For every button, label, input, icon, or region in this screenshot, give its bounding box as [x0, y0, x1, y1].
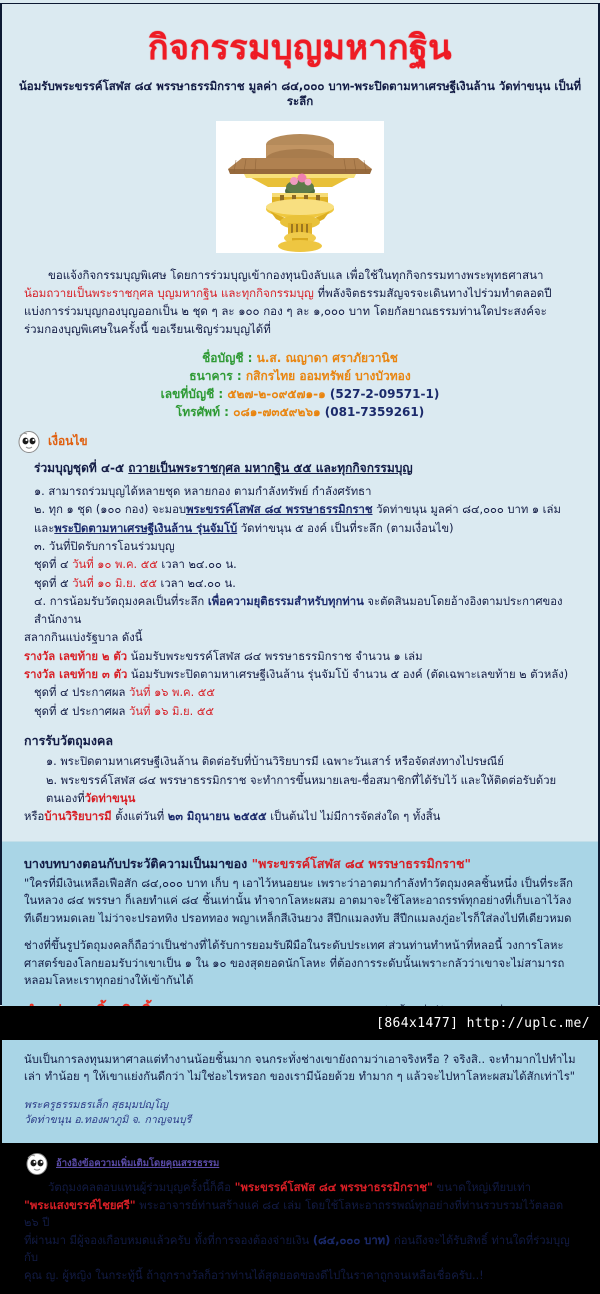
condition-item-2-product-1: พระขรรค์โสฬส ๘๔ พรรษาธรรมิกราช — [186, 503, 373, 517]
emoticon-face-icon — [16, 429, 42, 455]
account-phone-row — [2, 403, 598, 421]
receive-temple-2: บ้านวิริยบารมี — [44, 810, 112, 824]
account-number-thai: ๕๒๗-๒-๐๙๕๗๑-๑ — [227, 386, 326, 401]
emoticon-face-icon — [24, 1151, 50, 1177]
intro-line-2-rest: ที่พลังจิตธรรมสัญจรจะเดินทางไปร่วมทำตลอดปี — [313, 286, 552, 301]
account-name-label: ชื่อบัญชี : — [202, 350, 253, 365]
prize-1-label: รางวัล เลขท้าย ๒ ตัว — [24, 649, 128, 663]
signature-name: พระครูธรรมธรเล็ก สุธมฺมปญฺโญ — [24, 1098, 169, 1111]
story-title-prefix: บางบทบางตอนกับประวัติความเป็นมาของ — [24, 855, 252, 871]
receive-item-1-text: พระปิดตามหาเศรษฐีเงินล้าน ติดต่อรับที่บ้านวิริยบารมี เฉพาะวันเสาร์ หรือจัดส่งทางไปรษณีย์ — [60, 755, 504, 769]
account-phone-label: โทรศัพท์ : — [175, 404, 229, 419]
account-bank-label: ธนาคาร : — [189, 368, 242, 383]
bank-account-block — [2, 349, 598, 421]
footnote-reference-link[interactable]: อ้างอิงข้อความเพิ่มเติมโดยคุณสรรธรรม — [56, 1157, 220, 1169]
footnote-comparison-name: "พระแสงขรรค์ไชยศรี" — [24, 1198, 136, 1212]
account-bank-row — [2, 367, 598, 385]
receive-item-2-text-c: หรือ — [24, 810, 45, 824]
footnote-line-3-a: ที่ผ่านมา มีผู้จองเกือบหมดแล้วครับ ทั้งที่การจองต้องจ่ายเงิน — [24, 1233, 313, 1247]
footnote-block — [2, 1143, 598, 1294]
offering-photo — [216, 121, 384, 253]
condition-item-1 — [34, 483, 576, 501]
condition-item-3-sub-1 — [34, 556, 576, 574]
set5-deadline-date: วันที่ ๑๐ มิ.ย. ๕๕ — [72, 576, 157, 590]
footnote-line-1 — [24, 1179, 576, 1197]
announce-1-label: ชุดที่ ๔ ประกาศผล — [34, 686, 129, 700]
signature-temple: วัดท่าขนุน อ.ทองผาภูมิ จ. กาญจนบุรี — [24, 1114, 192, 1127]
conditions-heading-underline: ถวายเป็นพระราชกุศล มหากฐิน ๕๕ และทุกกิจกรรมบุญ — [128, 460, 413, 475]
watermark-footer — [0, 1006, 600, 1040]
conditions-heading — [34, 459, 576, 478]
account-bank-value: กสิกรไทย ออมทรัพย์ บางบัวทอง — [245, 368, 411, 383]
set4-deadline-date: วันที่ ๑๐ พ.ค. ๕๕ — [72, 558, 158, 572]
footnote-ref-row — [24, 1151, 576, 1177]
announce-row-2 — [34, 703, 576, 721]
condition-item-2-text-c: วัดท่าขนุน มูลค่า ๘๔,๐๐๐ บาท ๑ เล่ม — [372, 503, 561, 517]
intro-paragraph — [2, 267, 598, 338]
account-name-value: น.ส. ณญาดา ศราภัยวานิช — [256, 350, 398, 365]
intro-line-3: แบ่งการร่วมบุญกองบุญออกเป็น ๒ ชุด ๆ ละ ๑๐๐ กอง ๆ ละ ๑,๐๐๐ บาท โดยกัลยาณธรรมท่านใดประสงค์จะ — [24, 303, 547, 318]
prize-2-text: น้อมรับพระปิดตามหาเศรษฐีเงินล้าน รุ่นจัมโบ้ จำนวน ๕ องค์ (ตัดเฉพาะเลขท้าย ๒ ตัวหลัง) — [127, 668, 569, 682]
intro-line-2-highlight: น้อมถวายเป็นพระราชกุศล บุญมหากฐิน และทุกกิจกรรมบุญ — [24, 286, 314, 301]
prize-2-label: รางวัล เลขท้าย ๓ ตัว — [24, 668, 128, 682]
intro-line-4: ร่วมกองบุญพิเศษในครั้งนี้ ขอเรียนเชิญร่วมบุญได้ที่ — [24, 321, 271, 336]
conditions-label: เงื่อนไข — [48, 434, 88, 449]
footnote-line-2-rest: พระอาจารย์ท่านสร้างแค่ ๘๔ เล่ม โดยใช้โลหะอาถรรพณ์ทุกอย่างที่ท่านรวบรวมไว้ตลอด ๒๖ ปี — [24, 1198, 564, 1230]
intro-line-1: ขอแจ้งกิจกรรมบุญพิเศษ โดยการร่วมบุญเข้ากองทุนบิงลับแล เพื่อใช้ในทุกกิจกรรมทางพระพุทธศาสนา — [48, 268, 544, 283]
set5-deadline-time: เวลา ๒๔.๐๐ น. — [156, 576, 236, 590]
set4-deadline-time: เวลา ๒๔.๐๐ น. — [157, 558, 237, 572]
story-title-quote: "พระขรรค์โสฬส ๘๔ พรรษาธรรมิกราช" — [251, 855, 471, 871]
footnote-line-1-b: ขนาดใหญ่เทียบเท่า — [432, 1181, 531, 1195]
signature-block — [24, 1098, 576, 1130]
announce-2-date: วันที่ ๑๖ มิ.ย. ๕๕ — [128, 704, 214, 718]
receive-item-2-cont — [24, 808, 576, 826]
condition-item-3-text: วันที่ปิดรับการโอนร่วมบุญ — [48, 540, 175, 553]
receive-item-2-num: ๒. — [46, 773, 58, 787]
receive-start-date: ๒๓ มิถุนายน ๒๕๕๕ — [167, 810, 267, 824]
receive-list — [24, 753, 576, 826]
condition-item-2-text-d: และ — [34, 521, 55, 535]
page-title: กิจกรรมบุญมหากฐิน — [147, 28, 453, 68]
story-title — [24, 854, 576, 873]
prize-row-2 — [24, 666, 576, 684]
receive-item-2-text-g: เป็นต้นไป ไม่มีการจัดส่งใด ๆ ทั้งสิ้น — [266, 810, 441, 824]
footnote-line-4: คุณ ญ. ผู้หญิง ในกระทู้นี้ ถ้าถูกรางวัลก็อว่าท่านได้สุดยอดของดีไปในราคาถูกจนเหลือเชื่อครับ..! — [24, 1268, 484, 1282]
condition-item-4-text-c: จะตัดสินมอบโดยอ้างอิงตามประกาศของสำนักงาน — [34, 594, 563, 627]
condition-item-2-num: ๒. — [34, 503, 46, 517]
prize-1-text: น้อมรับพระขรรค์โสฬส ๘๔ พรรษาธรรมิกราช จำนวน ๑ เล่ม — [127, 649, 423, 663]
announce-row-1 — [34, 684, 576, 702]
story-paragraph-4: นับเป็นการลงทุนมหาศาลแต่ทำงานน้อยชิ้นมาก จนกระทั่งช่างเขายังถามว่าเอาจริงหรือ ? จริงสิ.. จะทำมากไปทำไมเล่า ทำน้อย ๆ ให้เขาแย่งกันดีกว่า ไม่ใช่อะไรหรอก ของเรามีน้อยด้วย ทำมาก ๆ แล้วจะไปหาโลหะผสมได้สักเท่าไร" — [24, 1052, 576, 1084]
account-name-row — [2, 349, 598, 367]
footnote-line-3 — [24, 1232, 576, 1267]
receive-item-2-text-e: ตั้งแต่วันที่ — [111, 810, 168, 824]
condition-item-4-emph: เพื่อความยุติธรรมสำหรับทุกท่าน — [207, 594, 364, 608]
condition-item-2-text-a: ทุก ๑ ชุด (๑๐๐ กอง) จะมอบ — [48, 503, 187, 517]
account-number-row — [2, 385, 598, 403]
story-paragraph-1: "ใครที่มีเงินเหลือเฟือสัก ๘๔,๐๐๐ บาท เก็บ ๆ เอาไว้หนอยนะ เพราะว่าอาตมากำลังทำวัตถุมงคลชิ้นหนึ่ง เป็นที่ระลึกในหลวง ๘๔ พรรษา ก็เลยทำแค่ ๘๔ ชิ้นเท่านั้น ทำจากโลหะผสม อาตมาจะใช้โลหะอาถรรพ์ทุกอย่างที่เก็บเอาไว้ลงทีเดียวหมดเลย ไม่ว่าจะปรอททิง ปรอททอง พญาเหล็กสีเงินยวง สีปีกแมลงทับ สีปีกแมลงภู่อะไรก็ใส่ลงไปทีเดียวหมด — [24, 876, 573, 925]
condition-item-2 — [34, 501, 576, 519]
account-number-arabic: (527-2-09571-1) — [329, 386, 440, 401]
announce-1-date: วันที่ ๑๖ พ.ค. ๕๕ — [128, 686, 215, 700]
conditions-header — [16, 429, 598, 455]
receive-heading: การรับวัตถุมงคล — [24, 732, 114, 748]
story-band — [2, 841, 598, 1144]
conditions-heading-prefix: ร่วมบุญชุดที่ ๔-๕ — [34, 460, 129, 475]
condition-item-3-num: ๓. — [34, 540, 46, 553]
set4-deadline-label: ชุดที่ ๔ — [34, 558, 73, 572]
condition-item-3 — [34, 538, 576, 556]
condition-item-4 — [34, 593, 576, 630]
footnote-line-2 — [24, 1197, 576, 1232]
account-phone-thai: ๐๘๑-๗๓๕๙๒๖๑ — [233, 404, 321, 419]
receive-item-2 — [46, 772, 576, 809]
condition-item-4-cont: สลากกินแบ่งรัฐบาล ดังนี้ — [24, 631, 143, 645]
condition-item-2-product-2: พระปิดตามหาเศรษฐีเงินล้าน รุ่นจัมโบ้ — [54, 521, 238, 535]
set5-deadline-label: ชุดที่ ๕ — [34, 576, 73, 590]
condition-item-4-num: ๔. — [34, 594, 47, 608]
footnote-line-1-a: วัตถุมงคลตอบแทนผู้ร่วมบุญครั้งนี้ก็คือ — [48, 1181, 235, 1195]
condition-item-2-text-f: วัดท่าขนุน ๕ องค์ เป็นที่ระลึก (ตามเงื่อนไข) — [237, 521, 454, 535]
footnote-product-name: "พระขรรค์โสฬส ๘๔ พรรษาธรรมิกราช" — [234, 1181, 433, 1195]
receive-item-1-num: ๑. — [46, 755, 57, 769]
account-number-label: เลขที่บัญชี : — [160, 386, 224, 401]
story-paragraph-2: ช่างที่ขึ้นรูปวัตถุมงคลก็ถือว่าเป็นช่างที่ได้รับการยอมรับฝีมือในระดับประเทศ ส่วนท่านทำหน้าที่หลอนี้ วงการโลหะศาสตร์ของโลกยอมรับว่าเขาเป็น ๑ ใน ๑๐ ของสุดยอดนักโลหะ ที่ต้องการระดับนั้นเพราะกลัวว่าเขาจะไม่สามารถหลอมโลหะเราทุกอย่างให้เข้ากันได้ — [24, 939, 565, 988]
conditions-block — [2, 459, 598, 827]
announce-2-label: ชุดที่ ๕ ประกาศผล — [34, 704, 129, 718]
page-subtitle: น้อมรับพระขรรค์โสฬส ๘๔ พรรษาธรรมิกราช มูลค่า ๘๔,๐๐๐ บาท-พระปิดตามหาเศรษฐีเงินล้าน วัดท่าขนุน เป็นที่ระลึก — [18, 79, 582, 109]
intro-line-2 — [24, 285, 576, 303]
receive-item-2-text-a: พระขรรค์โสฬส ๘๔ พรรษาธรรมิกราช จะทำการขึ้นหมายเลข-ชื่อสมาชิกที่ได้รับไว้ และให้ติดต่อรับด้วยตนเองที่ — [46, 773, 557, 805]
condition-item-2-cont — [34, 520, 576, 538]
footnote-line-3-b: ก่อนถึงจะได้รับสิทธิ์ ท่านใดที่ร่วมบุญกับ — [24, 1233, 570, 1265]
watermark-text: [864x1477] http://uplc.me/ — [376, 1015, 590, 1031]
condition-item-1-text: สามารถร่วมบุญได้หลายชุด หลายกอง ตามกำลังทรัพย์ กำลังศรัทธา — [48, 485, 372, 499]
conditions-list — [24, 483, 576, 721]
golden-pedestal-offering-icon — [220, 125, 380, 253]
receive-temple-1: วัดท่าขนุน — [84, 791, 136, 805]
condition-item-4-text-a: การน้อมรับวัตถุมงคลเป็นที่ระลึก — [49, 594, 208, 608]
receive-item-1 — [46, 753, 576, 771]
condition-item-1-num: ๑. — [34, 485, 45, 499]
condition-item-3-sub-2 — [34, 575, 576, 593]
footnote-price: (๘๔,๐๐๐ บาท) — [312, 1233, 391, 1247]
account-phone-arabic: (081-7359261) — [324, 404, 425, 419]
prize-row-1 — [24, 648, 576, 666]
